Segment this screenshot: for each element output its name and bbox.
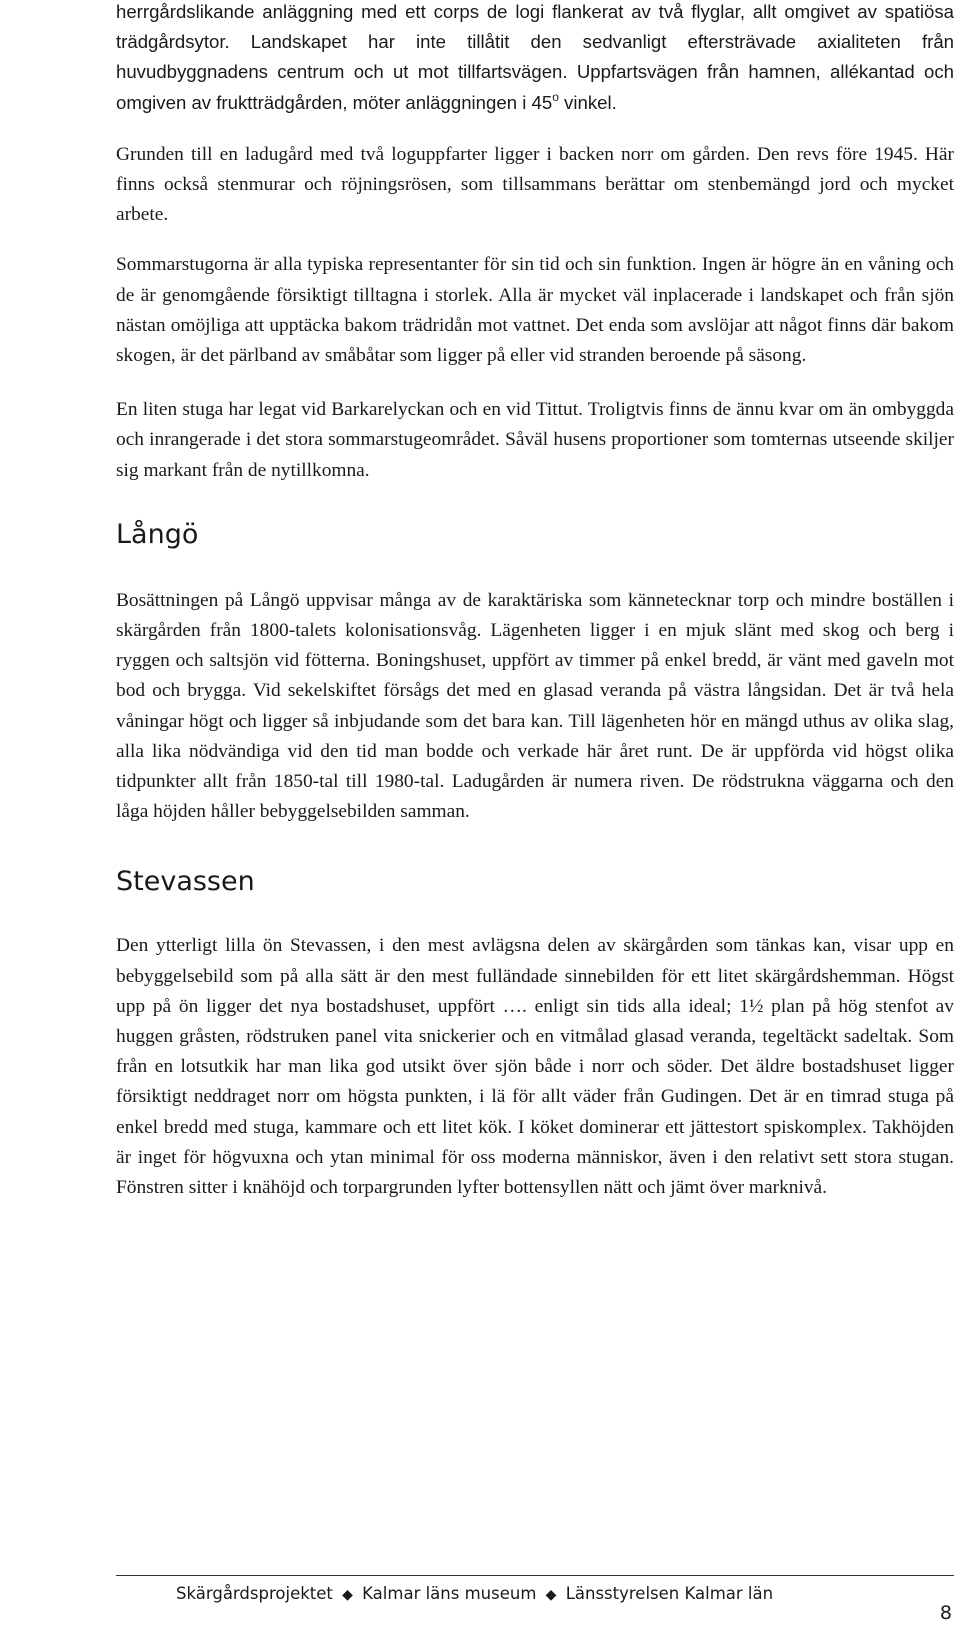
footer-divider	[116, 1575, 954, 1576]
paragraph-text: vinkel.	[558, 91, 617, 113]
footer-county-board: Länsstyrelsen Kalmar län	[565, 1584, 774, 1603]
degree-superscript: o	[552, 89, 559, 104]
footer-museum: Kalmar läns museum	[362, 1584, 537, 1603]
paragraph-barn-foundation: Grunden till en ladugård med två loguppfarter ligger i backen norr om gården. Den revs före 1945. Här finns också stenmurar och röjningsrösen, som tillsammans berättar om stenbemängd jord och mycket arbete.	[116, 143, 954, 226]
paragraph-text: herrgårdslikande anläggning med ett corps de logi flankerat av två flyglar, allt omgivet av spatiösa trädgårdsytor. Landskapet har inte tillåtit den sedvanligt eftersträvade axialiteten från huvudbyggnadens centrum och ut mot tillfartsvägen. Uppfartsvägen från hamnen, allékantad och omgiven av fruktträdgården, möter anläggningen i 45	[116, 1, 954, 113]
page-footer	[176, 1584, 773, 1603]
page-number: 8	[939, 1602, 952, 1624]
footer-project: Skärgårdsprojektet	[176, 1584, 333, 1603]
paragraph-stevassen: Den ytterligt lilla ön Stevassen, i den mest avlägsna delen av skärgården som tänkas kan, visar upp en bebyggelsebild som på alla sätt är den mest fulländade sinnebilden för ett litet skärgårdshemman. Högst upp på ön ligger det nya bostadshuset, uppfört …. enligt sin tids alla ideal; 1½ plan på hög stenfot av huggen gråsten, rödstruken panel vita snickerier och en vitmålad glasad veranda, tegeltäckt sadeltak. Som från en lotsutkik har man lika god utsikt över sjön både i norr och söder. Det äldre bostadshuset ligger försiktigt neddraget norr om högsta punkten, i lä för allt väder från Gudingen. Det är en timrad stuga på enkel bredd med stuga, kammare och ett litet kök. I köket dominerar ett jättestort spiskomplex. Takhöjden är inget för högvuxna och ytan minimal för oss moderna människor, även i den relativt sett stora stugan. Fönstren sitter i knähöjd och torpargrunden lyfter bottensyllen nätt och jämt över marknivå.	[116, 935, 954, 1199]
paragraph-summer-cottages: Sommarstugorna är alla typiska representanter för sin tid och sin funktion. Ingen är högre än en våning och de är genomgående försiktigt tilltagna i storlek. Alla är mycket väl inplacerade i landskapet och från sjön nästan omöjliga att upptäcka bakom trädridån mot vattnet. Det enda som avslöjar att något finns där bakom skogen, är det pärlband av småbåtar som ligger på eller vid stranden beroende på säsong.	[116, 254, 954, 367]
document-page	[116, 0, 954, 1203]
heading-stevassen: Stevassen	[116, 866, 255, 898]
heading-langö: Långö	[116, 518, 199, 550]
diamond-icon: ◆	[545, 1587, 557, 1603]
diamond-icon: ◆	[342, 1587, 353, 1603]
paragraph-small-cottage: En liten stuga har legat vid Barkarelyckan och en vid Tittut. Troligtvis finns de ännu kvar om än ombyggda och inrangerade i det stora sommarstugeområdet. Såväl husens proportioner som tomternas utseende skiljer sig markant från de nytillkomna.	[116, 399, 954, 481]
paragraph-estate-description	[116, 0, 954, 118]
paragraph-langö: Bosättningen på Långö uppvisar många av de karaktäriska som kännetecknar torp och mindre boställen i skärgården från 1800-talets kolonisationsvåg. Lägenheten ligger i en mjuk slänt med skog och berg i ryggen och saltsjön vid fötterna. Boningshuset, uppfört av timmer på enkel bredd, är vänt med gaveln mot bod och brygga. Vid sekelskiftet försågs det med en glasad veranda på västra långsidan. Det är två hela våningar högt och ligger så inbjudande som det bara kan. Till lägenheten hör en mängd uthus av olika slag, alla lika nödvändiga vid den tid man bodde och verkade här året runt. De är uppförda vid högst olika tidpunkter allt från 1850-tal till 1980-tal. Ladugården är numera riven. De rödstrukna väggarna och den låga höjden håller bebyggelsebilden samman.	[116, 589, 954, 823]
